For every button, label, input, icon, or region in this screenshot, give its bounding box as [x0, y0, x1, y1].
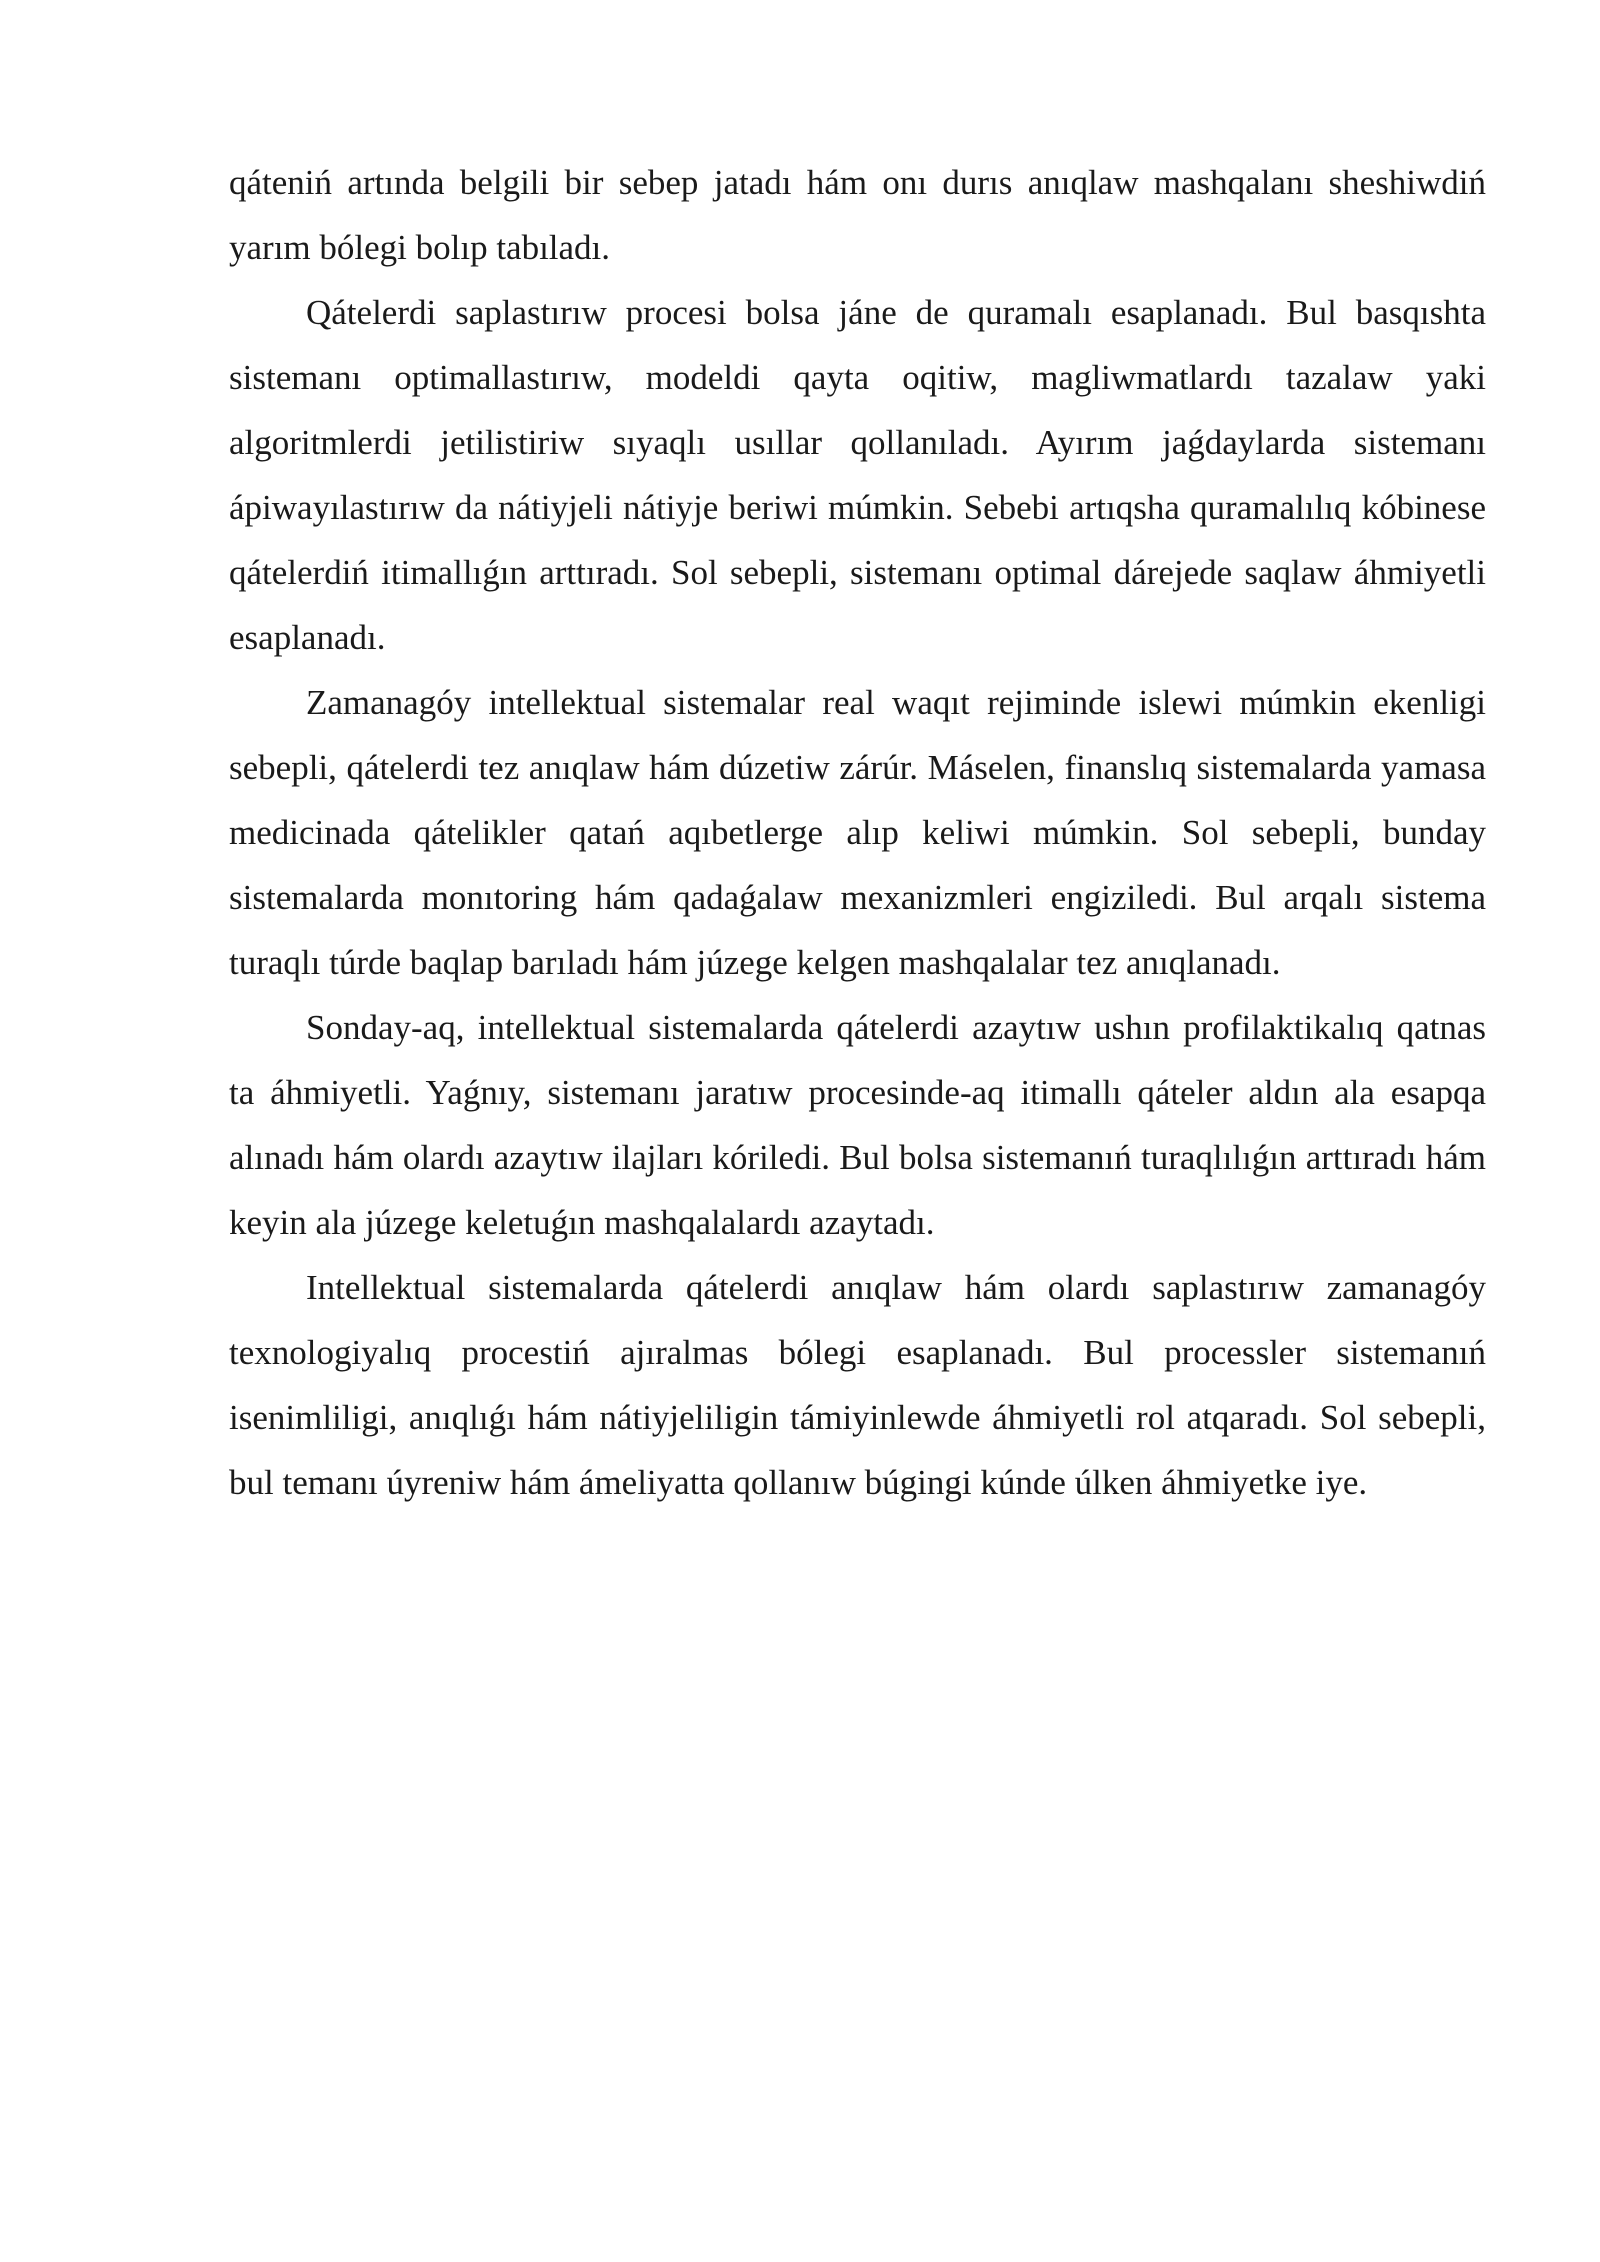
paragraph-continuation: qáteniń artında belgili bir sebep jatadı hám onı durıs anıqlaw mashqalanı sheshiwdiń yarım bólegi bolıp tabıladı. — [229, 163, 1486, 267]
paragraph-real-time-systems: Zamanagóy intellektual sistemalar real waqıt rejiminde islewi múmkin ekenligi sebepli, qátelerdi tez anıqlaw hám dúzetiw zárúr. Máselen, finanslıq sistemalarda yamasa medicinada qátelikler qatań aqıbetlerge alıp keliwi múmkin. Sol sebepli, bunday sistemalarda monıtoring hám qadaǵalaw mexanizmleri engiziledi. Bul arqalı sistema turaqlı túrde baqlap barıladı hám júzege kelgen mashqalalar tez anıqlanadı. — [229, 683, 1486, 982]
paragraph-error-correction: Qátelerdi saplastırıw procesi bolsa jáne de quramalı esaplanadı. Bul basqıshta sistemanı optimallastırıw, modeldi qayta oqitiw, magliwmatlardı tazalaw yaki algoritmlerdi jetilistiriw sıyaqlı usıllar qollanıladı. Ayırım jaǵdaylarda sistemanı ápiwayılastırıw da nátiyjeli nátiyje beriwi múmkin. Sebebi artıqsha quramalılıq kóbinese qátelerdiń itimallıǵın arttıradı. Sol sebepli, sistemanı optimal dárejede saqlaw áhmiyetli esaplanadı. — [229, 293, 1486, 657]
document-body — [229, 150, 1486, 1515]
paragraph-conclusion: Intellektual sistemalarda qátelerdi anıqlaw hám olardı saplastırıw zamanagóy texnologiyalıq procestiń ajıralmas bólegi esaplanadı. Bul processler sistemanıń isenimliligi, anıqlıǵı hám nátiyjeliligin támiyinlewde áhmiyetli rol atqaradı. Sol sebepli, bul temanı úyreniw hám ámeliyatta qollanıw búgingi kúnde úlken áhmiyetke iye. — [229, 1268, 1486, 1502]
paragraph-prevention: Sonday-aq, intellektual sistemalarda qátelerdi azaytıw ushın profilaktikalıq qatnas ta áhmiyetli. Yaǵnıy, sistemanı jaratıw procesinde-aq itimallı qáteler aldın ala esapqa alınadı hám olardı azaytıw ilajları kóriledi. Bul bolsa sistemanıń turaqlılıǵın arttıradı hám keyin ala júzege keletuǵın mashqalalardı azaytadı. — [229, 1008, 1486, 1242]
